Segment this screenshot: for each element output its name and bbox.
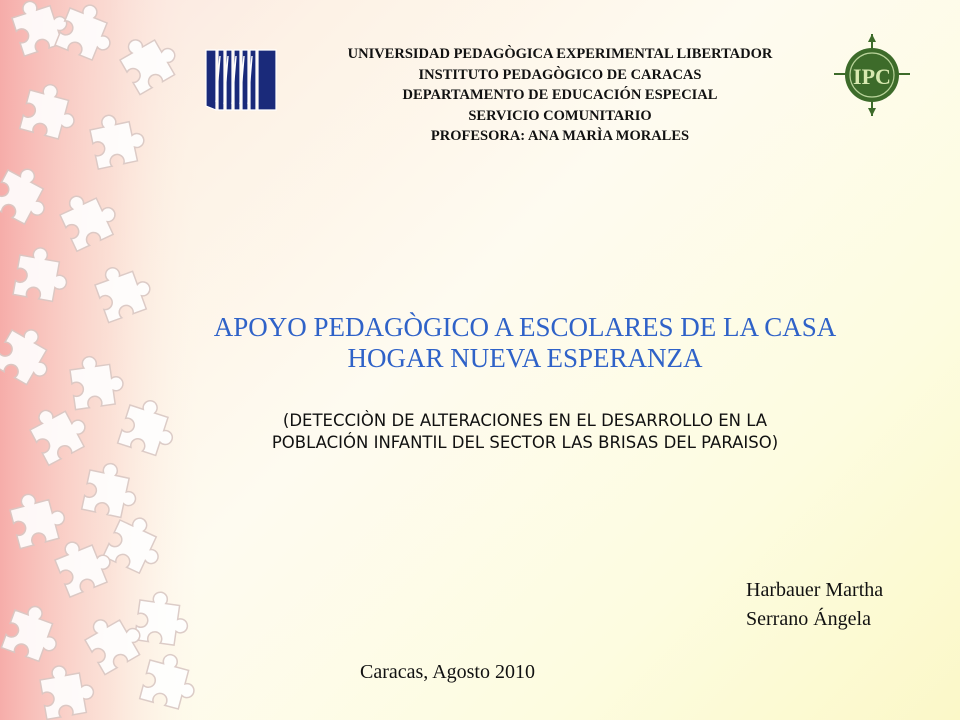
title-line: HOGAR NUEVA ESPERANZA: [347, 343, 703, 373]
ipc-logo-text: IPC: [853, 64, 891, 89]
authors: [746, 576, 883, 634]
slide-title: [150, 312, 900, 374]
university-logo: [202, 46, 280, 114]
header-line: UNIVERSIDAD PEDAGÒGICA EXPERIMENTAL LIBERTADOR: [347, 46, 773, 62]
author-name: Harbauer Martha: [746, 579, 884, 601]
institution-header: [280, 44, 840, 147]
header-line: SERVICIO COMUNITARIO: [468, 107, 652, 124]
subtitle-line: (DETECCIÒN DE ALTERACIONES EN EL DESARROLLO EN LA: [282, 411, 768, 430]
author-name: Serrano Ángela: [746, 608, 871, 630]
slide-subtitle: [150, 410, 900, 454]
place-date: Caracas, Agosto 2010: [360, 661, 535, 683]
ipc-logo: [832, 34, 912, 116]
header-line: DEPARTAMENTO DE EDUCACIÓN ESPECIAL: [402, 87, 718, 103]
subtitle-line: POBLACIÓN INFANTIL DEL SECTOR LAS BRISAS DEL PARAISO): [271, 433, 779, 452]
header-line: PROFESORA: ANA MARÌA MORALES: [430, 128, 690, 144]
title-line: APOYO PEDAGÒGICO A ESCOLARES DE LA CASA: [213, 312, 837, 342]
header-line: INSTITUTO PEDAGÒGICO DE CARACAS: [418, 66, 702, 83]
